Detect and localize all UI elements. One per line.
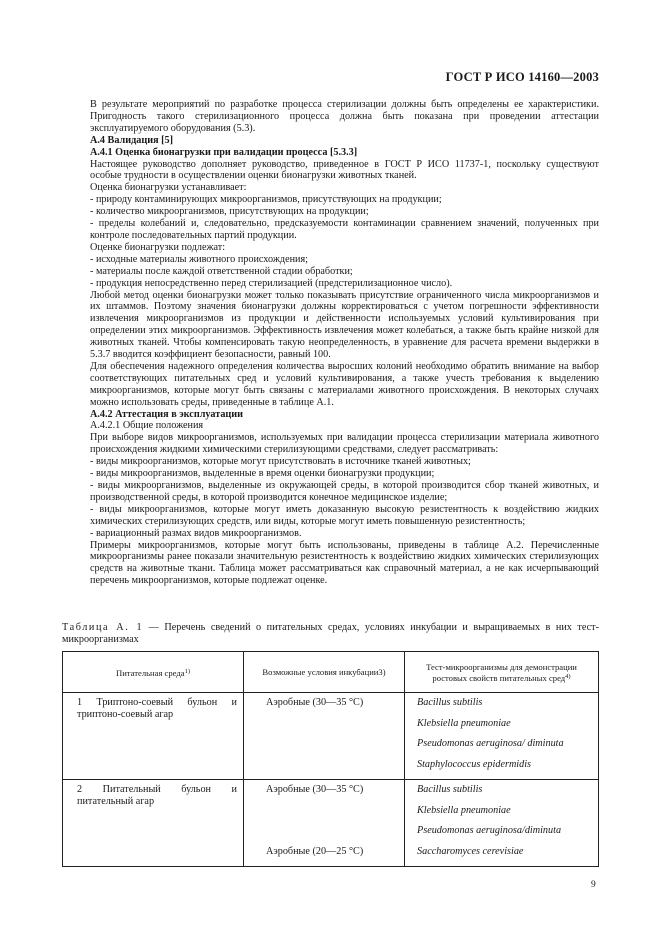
organism: Saccharomyces cerevisiae [417, 845, 524, 857]
condition [266, 718, 398, 739]
media-table [62, 651, 599, 867]
organism: Pseudomonas aeruginosa/ diminuta [417, 738, 564, 749]
paragraph: При выборе видов микроорганизмов, используемых при валидации процесса стерилизации материала животного происхождения жидкими химическими стерилизующими средствами, следует рассматривать: [90, 432, 599, 456]
condition [266, 759, 398, 780]
organism: Bacillus subtilis [417, 784, 483, 795]
condition: Аэробные (30—35 °С) [266, 784, 364, 795]
cell-medium: 2 Питательный бульон и питательный агар [63, 780, 244, 867]
paragraph: Любой метод оценки бионагрузки может только показывать присутствие ограниченного числа микроорганизмов и их штаммов. Поэтому значения бионагрузки должны корректироваться с учетом погрешности эффективности извлечения микроорганизмов из продукции и действенности используемых условий культивирования при определении этих микроорганизмов. Эффективность извлечения может колебаться, а также быть крайне низкой для животных тканей. Чтобы компенсировать такую неопределенность, в уравнение для расчета времени выдержки в 5.3.7 вводится коэффициент безопасности, равный 100. [90, 289, 599, 361]
list-item: - виды микроорганизмов, которые могут присутствовать в источнике тканей животных; [90, 456, 471, 468]
header-medium: Питательная среда$^{1)}$ [63, 652, 244, 693]
list-item: - продукция непосредственно перед стерилизацией (предстерилизационное число). [90, 277, 453, 289]
condition [266, 805, 398, 826]
table-caption-label: Таблица А. 1 [62, 622, 144, 633]
paragraph: Оценка бионагрузки устанавливает: [90, 182, 247, 194]
table-row [63, 780, 599, 867]
header-organisms: Тест-микроорганизмы для демонстрации ростовых свойств питательных сред$^{4)}$ [405, 652, 599, 693]
organism: Klebsiella pneumoniae [417, 804, 511, 816]
list-item: - материалы после каждой ответственной стадии обработки; [90, 265, 353, 277]
condition: Аэробные (30—35 °С) [266, 697, 364, 708]
paragraph: Для обеспечения надежного определения количества выросших колоний необходимо обратить внимание на выбор соответствующих питательных сред и условий культивирования, а также учесть требования к выделению микроорганизмов, которые могут быть связаны с материалами животного происхождения. В некоторых случаях можно использовать среды, приведенные в таблице А.1. [90, 360, 599, 408]
list-item: - вариационный размах видов микроорганизмов. [90, 527, 302, 539]
condition: Аэробные (20—25 °С) [266, 845, 364, 857]
list-item: - пределы колебаний и, следовательно, предсказуемости контаминации сравнением значений, полученных при контроле последовательных партий продукции. [90, 218, 599, 241]
paragraph: Примеры микроорганизмов, которые могут быть использованы, приведены в таблице А.2. Перечисленные микроорганизмы ранее показали значительную резистентность к воздействию жидких химических стерилизующих средств на животные ткани. Таблица может рассматриваться как справочный материал, а не как исчерпывающий перечень микроорганизмов, которые подлежат оценке. [90, 539, 599, 587]
table-header-row [63, 652, 599, 693]
paragraph: В результате мероприятий по разработке процесса стерилизации должны быть определены ее характеристики. Пригодность такого стерилизационного процесса должна быть показана при проведении аттестации эксплуатируемого оборудования (5.3). [90, 99, 599, 134]
cell-conditions [244, 693, 405, 780]
list-item: - исходные материалы животного происхождения; [90, 253, 309, 265]
document-header: ГОСТ Р ИСО 14160—2003 [445, 70, 599, 84]
body-text [90, 99, 599, 587]
header-conditions: Возможные условия инкубации3) [244, 652, 405, 693]
cell-organisms [405, 780, 599, 867]
list-item: - виды микроорганизмов, которые могут иметь доказанную высокую резистентность к воздействию жидких химических стерилизующих средств, или виды, которые могут иметь повышенную резистентность; [90, 503, 599, 527]
page-number: 9 [591, 880, 596, 890]
subsection-heading: А.4.2 Аттестация в эксплуатации [90, 408, 244, 420]
organism: Bacillus subtilis [417, 697, 483, 708]
subsection-heading: А.4.2.1 Общие положения [90, 420, 204, 432]
list-item: - природу контаминирующих микроорганизмов, присутствующих на продукции; [90, 194, 442, 206]
section-heading: А.4 Валидация [5] [90, 134, 174, 146]
cell-medium: 1 Триптоно-соевый бульон и триптоно-соевый агар [63, 693, 244, 780]
condition [266, 825, 398, 846]
organism: Klebsiella pneumoniae [417, 717, 511, 729]
cell-conditions [244, 780, 405, 867]
paragraph: Настоящее руководство дополняет руководство, приведенное в ГОСТ Р ИСО 11737-1, поскольку существуют особые трудности в осуществлении оценки бионагрузки животных тканей. [90, 158, 599, 182]
subsection-heading: А.4.1 Оценка бионагрузки при валидации процесса [5.3.3] [90, 146, 358, 158]
condition [266, 738, 398, 759]
table-caption-text: — Перечень сведений о питательных средах, условиях инкубации и выращиваемых в них тест-микроорганизмах [62, 622, 599, 645]
list-item: - виды микроорганизмов, выделенные из окружающей среды, в которой производится сбор тканей животных, и производственной среды, в которой производится конечное медицинское изделие; [90, 480, 599, 503]
paragraph: Оценке бионагрузки подлежат: [90, 241, 226, 253]
list-item: - количество микроорганизмов, присутствующих на продукции; [90, 206, 369, 218]
list-item: - виды микроорганизмов, выделенные в время оценки бионагрузки продукции; [90, 468, 435, 480]
organism: Staphylococcus epidermidis [417, 758, 532, 770]
table-row [63, 693, 599, 780]
organism: Pseudomonas aeruginosa/diminuta [417, 825, 562, 836]
table-caption [62, 622, 599, 646]
cell-organisms [405, 693, 599, 780]
